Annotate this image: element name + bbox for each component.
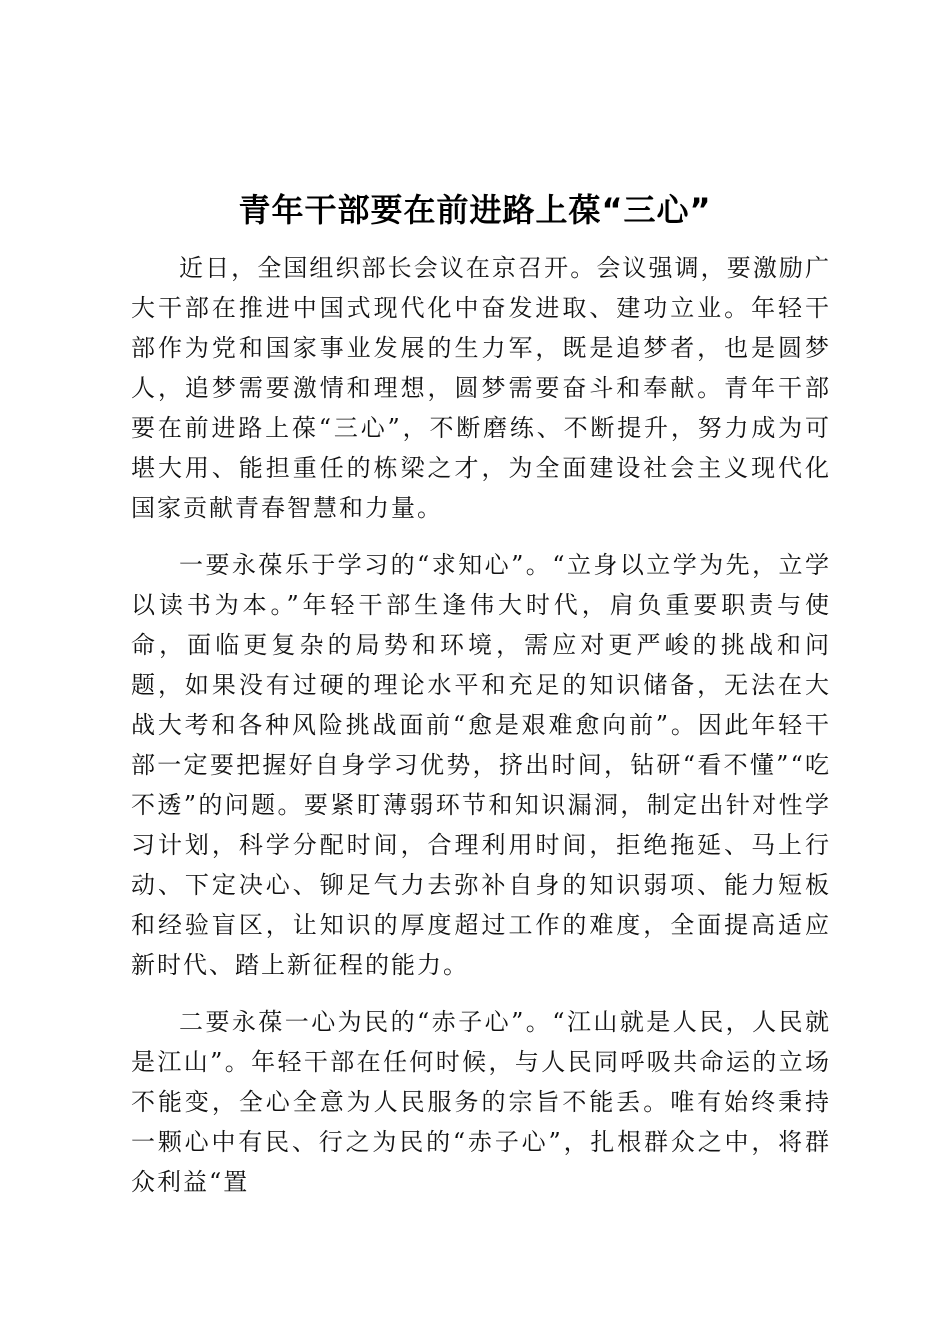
paragraph-point-one: 一要永葆乐于学习的“求知心”。“立身以立学为先，立学以读书为本。”年轻干部生逢伟大时代，肩负重要职责与使命，面临更复杂的局势和环境，需应对更严峻的挑战和问题，如果没有过硬的理论水平和充足的知识储备，无法在大战大考和各种风险挑战面前“愈是艰难愈向前”。因此年轻干部一定要把握好自身学习优势，挤出时间，钻研“看不懂”“吃不透”的问题。要紧盯薄弱环节和知识漏洞，制定出针对性学习计划，科学分配时间，合理利用时间，拒绝拖延、马上行动、下定决心、铆足气力去弥补自身的知识弱项、能力短板和经验盲区，让知识的厚度超过工作的难度，全面提高适应新时代、踏上新征程的能力。	[131, 551, 831, 979]
document-title: 青年干部要在前进路上葆“三心”	[238, 191, 712, 229]
document-body	[131, 248, 831, 1202]
paragraph-point-two: 二要永葆一心为民的“赤子心”。“江山就是人民，人民就是江山”。年轻干部在任何时候，与人民同呼吸共命运的立场不能变，全心全意为人民服务的宗旨不能丢。唯有始终秉持一颗心中有民、行之为民的“赤子心”，扎根群众之中，将群众利益“置	[131, 1008, 831, 1196]
paragraph-intro: 近日，全国组织部长会议在京召开。会议强调，要激励广大干部在推进中国式现代化中奋发进取、建功立业。年轻干部作为党和国家事业发展的生力军，既是追梦者，也是圆梦人，追梦需要激情和理想，圆梦需要奋斗和奉献。青年干部要在前进路上葆“三心”，不断磨练、不断提升，努力成为可堪大用、能担重任的栋梁之才，为全面建设社会主义现代化国家贡献青春智慧和力量。	[131, 254, 831, 522]
